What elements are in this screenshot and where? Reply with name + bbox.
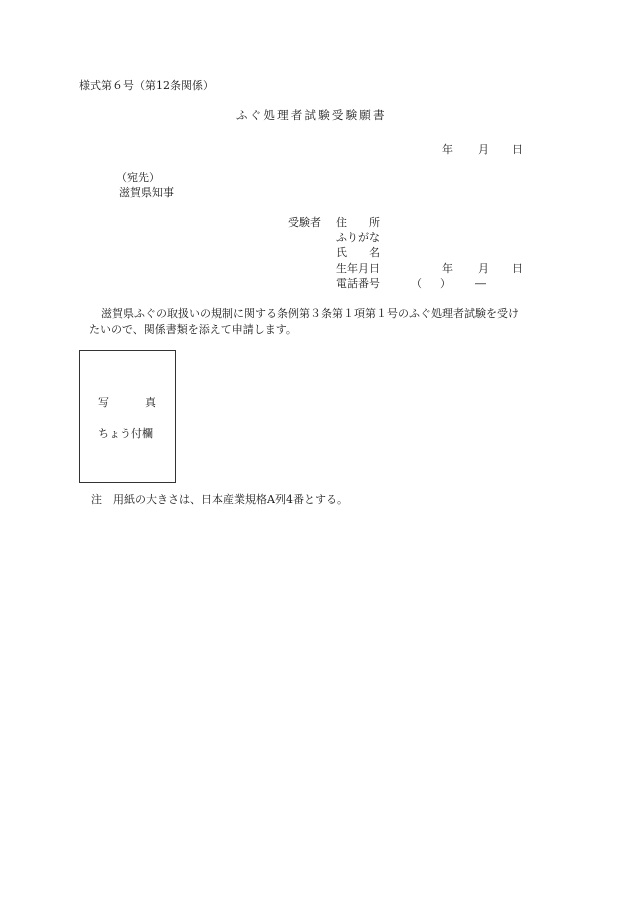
phone-field-label: 電話番号 [336,277,380,290]
photo-label-char-1: 写 [98,396,109,409]
addressee-name: 滋賀県知事 [119,186,174,199]
application-text-line-2: たいので、関係書類を添えて申請します。 [89,323,297,336]
document-title: ふぐ処理者試験受験願書 [236,108,387,122]
phone-close-paren: ） [440,277,451,290]
applicant-label: 受験者 [288,216,321,229]
date-month-label: 月 [478,143,489,156]
phone-open-paren: （ [411,277,422,290]
date-day-label: 日 [512,143,523,156]
address-field-label: 住 所 [336,216,380,229]
birthdate-field-label: 生年月日 [336,262,380,275]
phone-dash: ― [475,277,486,290]
date-year-label: 年 [442,143,453,156]
form-number: 様式第６号（第12条関係） [79,79,214,92]
paper-size-note: 注 用紙の大きさは、日本産業規格A列4番とする。 [91,493,348,506]
birth-month-label: 月 [478,262,489,275]
addressee-label: （宛先） [116,171,160,184]
birth-day-label: 日 [512,262,523,275]
birth-year-label: 年 [442,262,453,275]
photo-attach-label: ちょう付欄 [98,427,153,440]
name-field-label: 氏 名 [336,246,380,259]
furigana-field-label: ふりがな [336,231,380,244]
application-text-line-1: 滋賀県ふぐの取扱いの規制に関する条例第３条第１項第１号のふぐ処理者試験を受け [101,307,519,320]
photo-box [79,350,176,483]
photo-label-char-2: 真 [145,396,156,409]
